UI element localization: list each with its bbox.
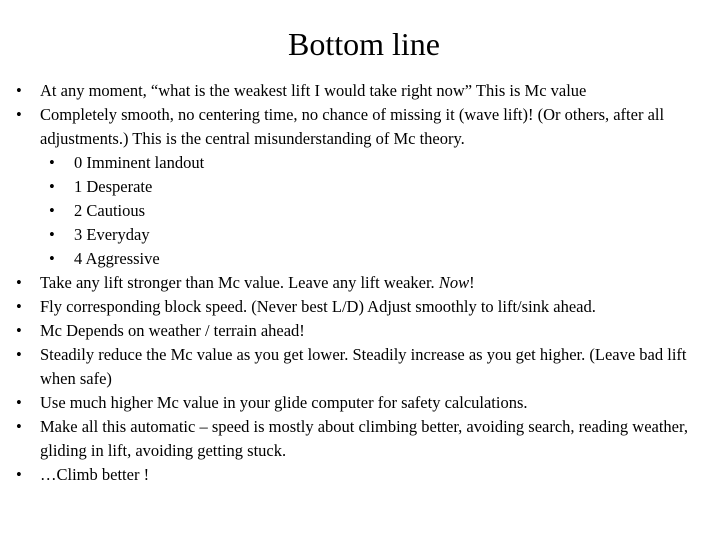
bullet-item <box>0 391 712 415</box>
emphasis-punct: ! <box>469 273 475 292</box>
bullet-item <box>0 415 712 463</box>
bullet-item <box>0 295 712 319</box>
sub-bullet-text: 0 Imminent landout <box>74 153 205 172</box>
bullet-dot: • <box>49 249 55 268</box>
bullet-list <box>0 79 720 487</box>
sub-bullet-text: 4 Aggressive <box>74 249 160 268</box>
bullet-text: Take any lift stronger than Mc value. Leave any lift weaker. <box>40 273 435 292</box>
bullet-text: Make all this automatic – speed is mostly about climbing better, avoiding search, reading weather, gliding in lift, avoiding getting stuck. <box>40 417 688 460</box>
bullet-text: Steadily reduce the Mc value as you get lower. Steadily increase as you get higher. (Leave bad lift when safe) <box>40 345 687 388</box>
bullet-text: Mc Depends on weather / terrain ahead! <box>40 321 305 340</box>
sub-bullet-item <box>0 223 720 247</box>
bullet-dot: • <box>16 321 22 340</box>
bullet-dot: • <box>16 345 22 364</box>
emphasis-now: Now <box>438 273 470 292</box>
bullet-text: Fly corresponding block speed. (Never best L/D) Adjust smoothly to lift/sink ahead. <box>40 297 596 316</box>
sub-bullet-item <box>0 175 720 199</box>
bullet-dot: • <box>16 81 22 100</box>
bullet-item <box>0 79 712 103</box>
sub-bullet-text: 3 Everyday <box>74 225 150 244</box>
bullet-dot: • <box>16 273 22 292</box>
bullet-text: …Climb better ! <box>40 465 150 484</box>
bullet-dot: • <box>16 105 22 124</box>
bullet-text: At any moment, “what is the weakest lift I would take right now” This is Mc value <box>40 81 587 100</box>
bullet-dot: • <box>16 417 22 436</box>
slide-title: Bottom line <box>288 26 440 62</box>
sub-bullet-text: 1 Desperate <box>74 177 153 196</box>
bullet-text: Use much higher Mc value in your glide computer for safety calculations. <box>40 393 528 412</box>
bullet-dot: • <box>49 153 55 172</box>
sub-bullet-item <box>0 199 720 223</box>
bullet-item <box>0 343 712 391</box>
bullet-text: Completely smooth, no centering time, no chance of missing it (wave lift)! (Or others, after all adjustments.) This is the central misunderstanding of Mc theory. <box>40 105 665 148</box>
bullet-dot: • <box>16 465 22 484</box>
bullet-dot: • <box>49 225 55 244</box>
bullet-dot: • <box>16 297 22 316</box>
bullet-dot: • <box>49 201 55 220</box>
bullet-item <box>0 463 712 487</box>
sub-bullet-item <box>0 247 720 271</box>
bullet-item <box>0 271 712 295</box>
bullet-dot: • <box>16 393 22 412</box>
bullet-item <box>0 319 712 343</box>
bullet-item <box>0 103 712 151</box>
sub-bullet-text: 2 Cautious <box>74 201 146 220</box>
bullet-dot: • <box>49 177 55 196</box>
sub-bullet-item <box>0 151 720 175</box>
